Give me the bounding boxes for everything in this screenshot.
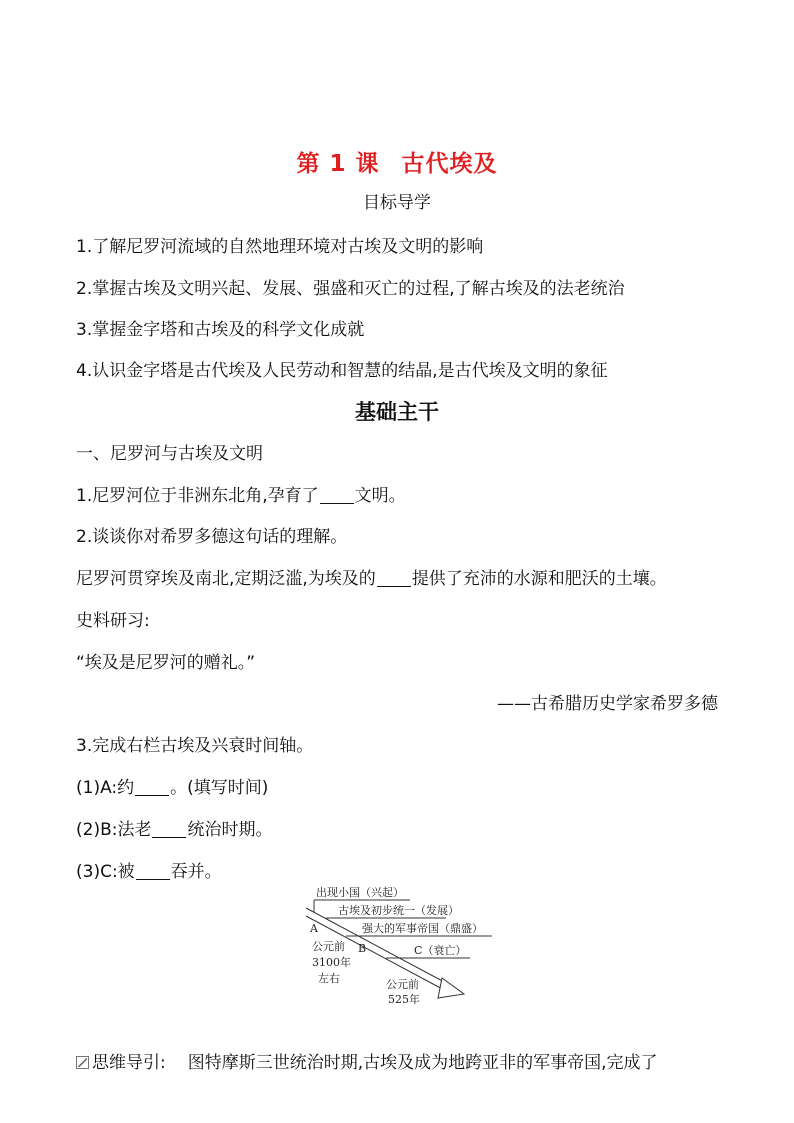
guide-label: 思维导引:	[92, 1053, 166, 1073]
quote-source: ——古希腊历史学家希罗多德	[497, 694, 718, 714]
question-3-item: (3)C:被 吞并。	[76, 862, 222, 882]
goal-item: 4.认识金字塔是古代埃及人民劳动和智慧的结晶,是古代埃及文明的象征	[76, 361, 608, 381]
lesson-title	[0, 145, 794, 178]
lesson-number: 第 1 课	[296, 151, 380, 177]
timeline-stage-2: 古埃及初步统一（发展）	[338, 904, 459, 917]
question-2: 2.谈谈你对希罗多德这句话的理解。	[76, 527, 348, 547]
answer-blank[interactable]	[377, 569, 411, 587]
timeline-point-a: A	[310, 922, 318, 935]
answer-blank[interactable]	[152, 820, 186, 838]
goal-item: 3.掌握金字塔和古埃及的科学文化成就	[76, 320, 365, 340]
timeline-start-label: 左右	[318, 972, 340, 985]
question-2-answer: 尼罗河贯穿埃及南北,定期泛滥,为埃及的 提供了充沛的水源和肥沃的土壤。	[76, 569, 667, 589]
timeline-stage-4: C（衰亡）	[414, 944, 467, 957]
source-label: 史料研习:	[76, 611, 150, 631]
timeline-end-label: 525年	[388, 993, 420, 1006]
timeline-start-label: 3100年	[312, 956, 351, 969]
section-title: 基础主干	[355, 400, 439, 424]
timeline-stage-3: 强大的军事帝国（鼎盛）	[362, 922, 483, 935]
guide-icon	[76, 1056, 89, 1069]
quote: “埃及是尼罗河的赠礼。”	[76, 653, 256, 673]
thinking-guide	[76, 1048, 658, 1073]
timeline-stage-1: 出现小国（兴起）	[316, 886, 404, 899]
part-heading: 一、尼罗河与古埃及文明	[76, 444, 263, 464]
question-3-item: (2)B:法老 统治时期。	[76, 820, 273, 840]
goal-item: 1.了解尼罗河流域的自然地理环境对古埃及文明的影响	[76, 237, 484, 257]
question-3-item: (1)A:约 。(填写时间)	[76, 778, 269, 798]
answer-blank[interactable]	[135, 778, 169, 796]
answer-blank[interactable]	[136, 862, 170, 880]
goals-heading: 目标导学	[363, 193, 431, 213]
answer-blank[interactable]	[320, 486, 354, 504]
question-1: 1.尼罗河位于非洲东北角,孕育了 文明。	[76, 486, 406, 506]
timeline-diagram	[296, 882, 502, 1008]
timeline-start-label: 公元前	[312, 940, 345, 953]
guide-text: 图特摩斯三世统治时期,古埃及成为地跨亚非的军事帝国,完成了	[187, 1053, 658, 1073]
lesson-name: 古代埃及	[401, 151, 498, 177]
timeline-end-label: 公元前	[386, 978, 419, 991]
question-3: 3.完成右栏古埃及兴衰时间轴。	[76, 736, 314, 756]
timeline-point-b: B	[358, 942, 367, 955]
goal-item: 2.掌握古埃及文明兴起、发展、强盛和灭亡的过程,了解古埃及的法老统治	[76, 279, 625, 299]
